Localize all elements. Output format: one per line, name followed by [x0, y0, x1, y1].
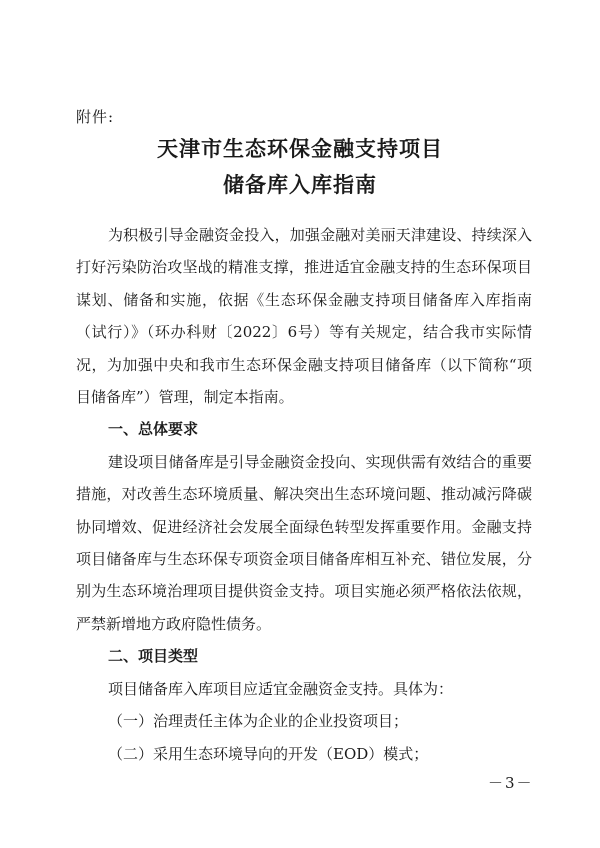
- project-types-intro: 项目储备库入库项目应适宜金融资金支持。具体为：: [108, 679, 454, 698]
- general-requirements-paragraph: 建设项目储备库是引导金融资金投向、实现供需有效结合的重要措施，对改善生态环境质量、解决突出生态环境问题、推动减污降碳协同增效、促进经济社会发展全面绿色转型发挥重要作用。金融支持项目储备库与生态环保专项资金项目储备库相互补充、错位发展，分别为生态环境治理项目提供资金支持。项目实施必须严格依法依规，严禁新增地方政府隐性债务。: [76, 452, 532, 633]
- document-body: [76, 219, 532, 770]
- project-type-item: （一）治理责任主体为企业的企业投资项目；: [108, 712, 409, 731]
- attachment-label: 附件:: [76, 108, 115, 126]
- section-heading-general-requirements: 一、总体要求: [108, 420, 199, 439]
- intro-paragraph: 为积极引导金融资金投入，加强金融对美丽天津建设、持续深入打好污染防治攻坚战的精准支撑，推进适宜金融支持的生态环保项目谋划、储备和实施，依据《生态环保金融支持项目储备库入库指南（试行）》（环办科财〔2022〕6号）等有关规定，结合我市实际情况，为加强中央和我市生态环保金融支持项目储备库（以下简称“项目储备库”）管理，制定本指南。: [76, 226, 532, 407]
- document-title-line-1: 天津市生态环保金融支持项目: [157, 136, 443, 161]
- section-heading-project-types: 二、项目类型: [108, 647, 199, 666]
- project-type-item: （二）采用生态环境导向的开发（EOD）模式；: [108, 744, 429, 763]
- document-title-line-2: 储备库入库指南: [223, 172, 377, 197]
- page-number: －3－: [488, 774, 534, 792]
